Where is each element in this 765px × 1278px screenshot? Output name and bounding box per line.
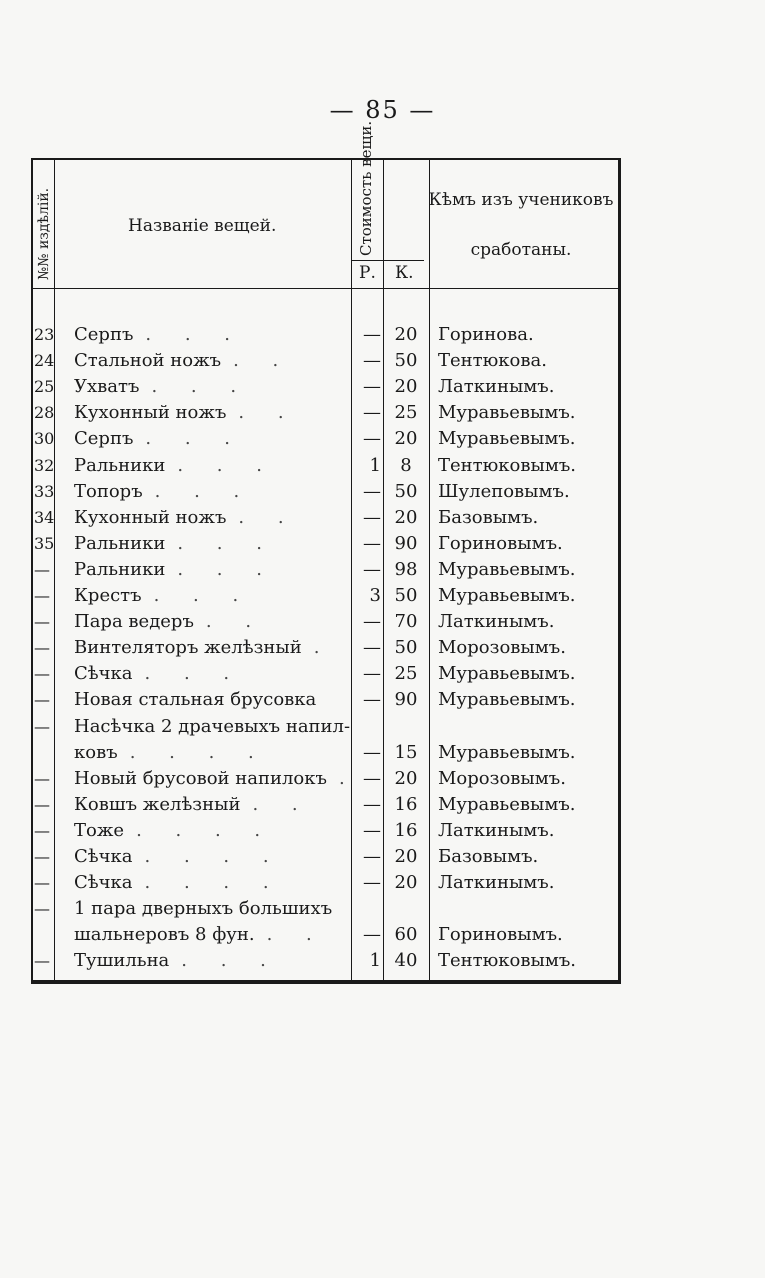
cost-kopecks: 20 <box>394 846 418 867</box>
leader-dots: . . . <box>153 585 253 606</box>
cost-kopecks: 60 <box>394 924 418 946</box>
item-name: ковъ <box>74 741 118 763</box>
cost-kopecks: 16 <box>394 819 418 841</box>
cost-rubles: 3 <box>369 585 381 606</box>
item-name: Топоръ <box>74 480 143 502</box>
cost-rubles: — <box>363 376 381 398</box>
item-number: — <box>34 951 50 971</box>
header-maker-line-1: Кѣмъ изъ учениковъ <box>428 190 614 210</box>
item-number: — <box>34 586 50 605</box>
table-row <box>33 348 618 374</box>
maker-name: Тентюковымъ. <box>438 950 577 972</box>
maker-name: Тентюковымъ. <box>438 454 577 476</box>
maker-name: Горинова. <box>438 324 534 345</box>
table-row <box>33 635 618 661</box>
header-kopecks: К. <box>395 263 414 283</box>
cost-kopecks: 90 <box>394 532 418 554</box>
maker-name: Шулеповымъ. <box>438 480 570 502</box>
item-name: Винтеляторъ желѣзный <box>74 637 302 659</box>
cost-rubles: — <box>363 428 381 450</box>
item-number: 32 <box>34 455 55 475</box>
cost-kopecks: 70 <box>394 611 418 633</box>
cost-rubles: — <box>363 350 381 372</box>
item-name: Стальной ножъ <box>74 350 222 372</box>
cost-rubles: — <box>363 506 381 528</box>
item-number: 33 <box>34 481 55 501</box>
header-maker-line-2: сработаны. <box>470 240 572 260</box>
leader-dots: . . . <box>177 532 276 554</box>
item-name: 1 пара дверныхъ большихъ <box>74 898 333 920</box>
table-row <box>33 505 618 531</box>
table-row <box>33 818 618 844</box>
maker-name: Муравьевымъ. <box>438 663 576 685</box>
header-item-name: Названіе вещей. <box>128 216 277 236</box>
maker-name: Гориновымъ. <box>438 924 563 946</box>
cost-rubles: — <box>363 872 381 894</box>
leader-dots: . . . . <box>136 819 275 841</box>
item-name: Кухонный ножъ <box>74 506 227 528</box>
cost-kopecks: 50 <box>394 480 418 502</box>
header-rule <box>33 288 618 289</box>
leader-dots: . . <box>233 350 293 372</box>
maker-name: Муравьевымъ. <box>438 558 576 580</box>
page-number: — 85 — <box>329 96 436 124</box>
item-number: — <box>34 820 50 840</box>
item-name: Тушильна <box>74 950 170 972</box>
item-number: — <box>34 638 50 658</box>
table-row <box>33 322 618 348</box>
item-number: — <box>34 873 50 893</box>
cost-kopecks: 50 <box>394 585 418 606</box>
item-number: — <box>34 716 50 736</box>
cost-kopecks: 16 <box>394 793 418 815</box>
item-number: — <box>34 794 50 814</box>
cost-kopecks: 15 <box>394 741 418 763</box>
table-row <box>33 896 618 922</box>
item-number: — <box>34 664 50 684</box>
cost-rubles: — <box>363 611 381 633</box>
cost-rubles: — <box>363 402 381 424</box>
maker-name: Гориновымъ. <box>438 532 563 554</box>
items-table <box>31 120 621 984</box>
leader-dots: . . . . <box>144 846 283 867</box>
cost-kopecks: 50 <box>394 350 418 372</box>
header-item-number: №№ издѣлій. <box>36 187 52 280</box>
maker-name: Морозовымъ. <box>438 767 566 789</box>
table-row <box>33 766 618 792</box>
cost-rubles: — <box>363 558 381 580</box>
item-name: Насѣчка 2 драчевыхъ напил- <box>74 715 351 737</box>
table-row <box>33 687 618 713</box>
maker-name: Муравьевымъ. <box>438 585 576 606</box>
leader-dots: . . . <box>145 428 245 450</box>
maker-name: Латкинымъ. <box>438 872 555 894</box>
table-row <box>33 583 618 609</box>
item-number: 25 <box>34 377 55 397</box>
maker-name: Муравьевымъ. <box>438 428 576 450</box>
cost-kopecks: 20 <box>394 767 418 789</box>
item-name: Серпъ <box>74 428 134 450</box>
cost-rubles: — <box>363 924 381 946</box>
leader-dots: . . <box>238 506 298 528</box>
item-name: Ральники <box>74 558 166 580</box>
item-name: Тоже <box>74 819 125 841</box>
table-row <box>33 453 618 479</box>
item-number: — <box>34 612 50 632</box>
table-row <box>33 740 618 766</box>
maker-name: Латкинымъ. <box>438 611 555 633</box>
table-row <box>33 922 618 948</box>
leader-dots: . . <box>252 793 312 815</box>
item-name: Крестъ <box>74 585 142 606</box>
item-name: Сѣчка <box>74 846 133 867</box>
cost-kopecks: 8 <box>400 454 412 476</box>
item-name: Ковшъ желѣзный <box>74 793 241 815</box>
cost-rubles: 1 <box>369 454 381 476</box>
leader-dots: . . . . <box>129 741 268 763</box>
cost-rubles: — <box>363 480 381 502</box>
maker-name: Муравьевымъ. <box>438 741 576 763</box>
leader-dots: . . . <box>154 480 254 502</box>
cost-rubles: — <box>363 767 381 789</box>
item-number: 34 <box>34 507 55 527</box>
leader-dots: . . . <box>151 376 251 398</box>
leader-dots: . . . <box>144 663 244 685</box>
maker-name: Латкинымъ. <box>438 819 555 841</box>
cost-rubles: — <box>363 637 381 659</box>
leader-dots: . . . <box>177 454 276 476</box>
item-name: Кухонный ножъ <box>74 402 227 424</box>
leader-dots: . . <box>205 611 266 633</box>
table-row <box>33 844 618 870</box>
cost-kopecks: 20 <box>394 506 418 528</box>
subheader-rule <box>351 260 424 261</box>
item-number: 28 <box>34 403 55 423</box>
table-row <box>33 479 618 505</box>
leader-dots: . . <box>266 924 326 946</box>
table-row <box>33 374 618 400</box>
item-name: Серпъ <box>74 324 134 345</box>
leader-dots: . . . <box>145 324 245 345</box>
cost-kopecks: 50 <box>394 637 418 659</box>
maker-name: Базовымъ. <box>438 506 539 528</box>
item-number: 23 <box>34 325 55 344</box>
item-number: — <box>34 559 50 579</box>
cost-kopecks: 25 <box>394 402 418 424</box>
cost-kopecks: 20 <box>394 872 418 894</box>
cost-rubles: — <box>363 793 381 815</box>
header-rubles: Р. <box>359 263 376 283</box>
cost-kopecks: 20 <box>394 428 418 450</box>
maker-name: Базовымъ. <box>438 846 539 867</box>
table-row <box>33 661 618 687</box>
leader-dots: . . <box>238 402 298 424</box>
maker-name: Морозовымъ. <box>438 637 566 659</box>
cost-rubles: — <box>363 532 381 554</box>
maker-name: Муравьевымъ. <box>438 402 576 424</box>
cost-kopecks: 20 <box>394 324 418 345</box>
cost-kopecks: 90 <box>394 689 418 711</box>
cost-rubles: — <box>363 689 381 711</box>
cost-kopecks: 20 <box>394 376 418 398</box>
maker-name: Муравьевымъ. <box>438 689 576 711</box>
cost-kopecks: 98 <box>394 558 418 580</box>
table-row <box>33 870 618 896</box>
item-number: — <box>34 690 50 710</box>
table-row <box>33 400 618 426</box>
item-number: — <box>34 899 50 919</box>
cost-kopecks: 25 <box>394 663 418 685</box>
item-name: шальнеровъ 8 фун. <box>74 924 255 946</box>
table-row <box>33 557 618 583</box>
item-number: 24 <box>34 351 55 371</box>
table-row <box>33 609 618 635</box>
item-name: Сѣчка <box>74 872 133 894</box>
item-name: Сѣчка <box>74 663 133 685</box>
item-number: 30 <box>34 429 55 449</box>
maker-name: Муравьевымъ. <box>438 793 576 815</box>
maker-name: Тентюкова. <box>438 350 547 372</box>
table-row <box>33 948 618 974</box>
cost-rubles: — <box>363 324 381 345</box>
cost-rubles: — <box>363 663 381 685</box>
header-cost: Стоимость вещи. <box>357 120 375 256</box>
cost-rubles: — <box>363 846 381 867</box>
table-row <box>33 531 618 557</box>
leader-dots: . <box>338 767 359 789</box>
table-row <box>33 426 618 452</box>
item-name: Пара ведеръ <box>74 611 194 633</box>
item-name: Ральники <box>74 454 166 476</box>
leader-dots: . <box>313 637 334 659</box>
item-number: 35 <box>34 533 55 553</box>
table-row <box>33 714 618 740</box>
cost-kopecks: 40 <box>394 950 418 972</box>
leader-dots: . . . <box>177 558 276 580</box>
item-number: — <box>34 768 50 788</box>
table-row <box>33 792 618 818</box>
item-name: Новый брусовой напилокъ <box>74 767 327 789</box>
cost-rubles: — <box>363 741 381 763</box>
item-number: — <box>34 847 50 866</box>
leader-dots: . . . <box>181 950 280 972</box>
maker-name: Латкинымъ. <box>438 376 555 398</box>
item-name: Ральники <box>74 532 166 554</box>
leader-dots: . . . . <box>144 872 283 894</box>
cost-rubles: 1 <box>369 950 381 972</box>
item-name: Новая стальная брусовка <box>74 689 317 711</box>
cost-rubles: — <box>363 819 381 841</box>
item-name: Ухватъ <box>74 376 140 398</box>
